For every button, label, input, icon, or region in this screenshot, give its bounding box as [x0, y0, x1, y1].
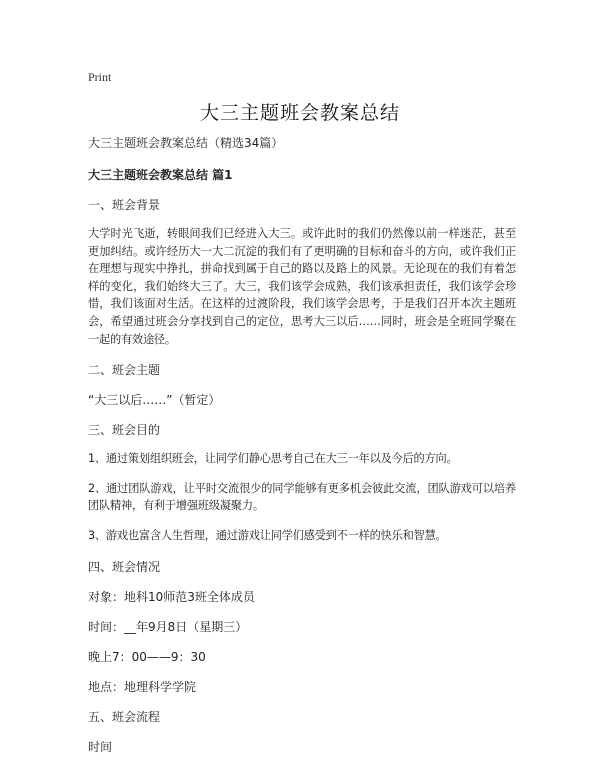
goal-item: 3、游戏也富含人生哲理，通过游戏让同学们感受到不一样的快乐和智慧。	[88, 528, 447, 542]
heading-situation: 四、班会情况	[88, 559, 161, 574]
target-text: 对象：地科10师范3班全体成员	[88, 589, 255, 604]
evening-text: 晚上7：00——9：30	[88, 649, 206, 664]
heading-background: 一、班会背景	[88, 198, 161, 212]
page-title: 大三主题班会教案总结	[199, 102, 400, 124]
place-text: 地点：地理科学学院	[88, 679, 197, 694]
heading-theme: 二、班会主题	[88, 363, 161, 378]
time-text: 时间：__年9月8日（星期三）	[88, 619, 248, 634]
print-link[interactable]: Print	[88, 70, 112, 84]
goal-item: 1、通过策划组织班会，让同学们静心思考自己在大三一年以及今后的方向。	[88, 452, 458, 466]
paragraph-background: 大学时光飞逝，转眼间我们已经进入大三。或许此时的我们仍然像以前一样迷茫，甚至更加纠结。或许经历大一大二沉淀的我们有了更明确的目标和奋斗的方向，或许我们正在理想与现实中挣扎，拼命找到属于自己的路以及路上的风景。无论现在的我们有着怎样的变化，我们始终大三了。大三，我们该学会成熟，我们该承担责任，我们该学会珍惜，我们该面对生活。在这样的过渡阶段，我们该学会思考，于是我们召开本次主题班会，希望通过班会分享找到自己的定位，思考大三以后……同时，班会是全班同学聚在一起的有效途径。	[88, 227, 516, 346]
heading-goals: 三、班会目的	[88, 423, 161, 438]
goal-item: 2、通过团队游戏，让平时交流很少的同学能够有更多机会彼此交流，团队游戏可以培养团队精神，有利于增强班级凝聚力。	[88, 481, 516, 513]
section-heading: 大三主题班会教案总结 篇1	[88, 168, 233, 182]
heading-process: 五、班会流程	[88, 709, 161, 724]
document-subtitle: 大三主题班会教案总结（精选34篇）	[88, 136, 284, 150]
theme-text: “大三以后……”（暂定）	[88, 393, 221, 408]
time-label: 时间	[88, 739, 113, 754]
document-body	[88, 133, 516, 757]
